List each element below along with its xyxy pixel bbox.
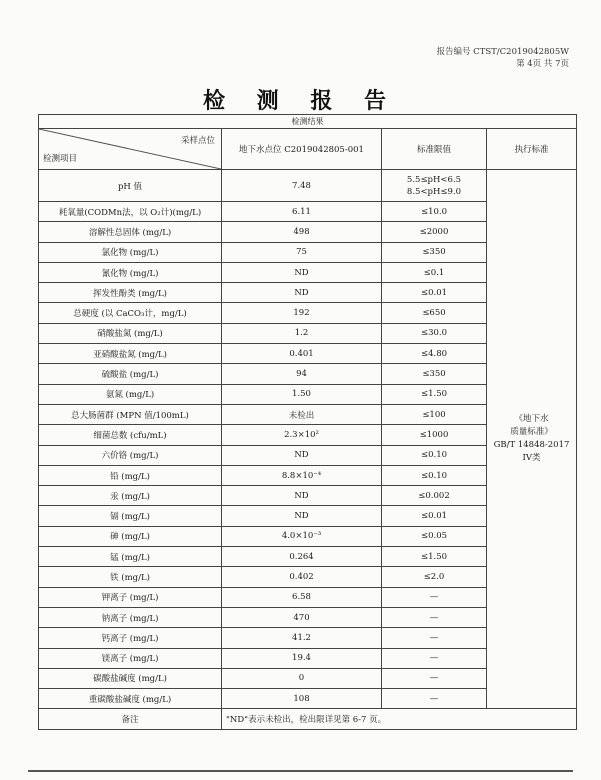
item-name-cell: 挥发性酚类 (mg/L) [39,283,222,303]
limit-value-cell: ≤0.01 [382,506,487,526]
sample-value-cell: 2.3×10² [222,425,382,445]
sample-value-cell: ND [222,283,382,303]
limit-value-cell: — [382,607,487,627]
sample-value-cell: 470 [222,607,382,627]
report-number: 报告编号 CTST/C2019042805W [436,47,569,57]
item-name-cell: 氰化物 (mg/L) [39,262,222,282]
sample-value-cell: 6.58 [222,587,382,607]
item-name-cell: 重碳酸盐碱度 (mg/L) [39,689,222,709]
note-text: "ND"表示未检出，检出限详见第 6-7 页。 [222,709,577,730]
limit-value-cell: — [382,587,487,607]
sample-value-cell: 1.50 [222,384,382,404]
sample-value-cell: 19.4 [222,648,382,668]
sample-value-cell: 未检出 [222,404,382,424]
item-name-cell: 镁离子 (mg/L) [39,648,222,668]
sample-point-label: 采样点位 [180,136,215,146]
item-name-cell: 钠离子 (mg/L) [39,607,222,627]
sample-value-cell: 8.8×10⁻⁴ [222,465,382,485]
sample-value-cell: 192 [222,303,382,323]
item-name-cell: 总大肠菌群 (MPN 值/100mL) [39,404,222,424]
page-title: 检 测 报 告 [203,88,398,114]
exec-standard-line: 质量标准》 [510,427,553,438]
sample-value-cell: 1.2 [222,323,382,343]
item-name-cell: 镉 (mg/L) [39,506,222,526]
item-name-cell: 碳酸盐碱度 (mg/L) [39,668,222,688]
sample-column-header: 地下水点位 C2019042805-001 [222,129,382,170]
limit-value-cell: ≤4.80 [382,344,487,364]
sample-value-cell: 0.264 [222,547,382,567]
header-diagonal-cell [39,129,222,170]
limit-value-cell: ≤1.50 [382,384,487,404]
page-info: 第 4页 共 7页 [516,59,569,69]
sample-value-cell: 75 [222,242,382,262]
limit-value-cell: — [382,668,487,688]
item-name-cell: 汞 (mg/L) [39,486,222,506]
item-name-cell: 钾离子 (mg/L) [39,587,222,607]
limit-value-cell: ≤100 [382,404,487,424]
note-row [39,709,577,730]
sample-value-cell: 0.401 [222,344,382,364]
item-name-cell: 亚硝酸盐氮 (mg/L) [39,344,222,364]
item-name-cell: 六价铬 (mg/L) [39,445,222,465]
limit-value-cell: ≤350 [382,242,487,262]
limit-value-cell: ≤0.10 [382,465,487,485]
item-name-cell: 硝酸盐氮 (mg/L) [39,323,222,343]
item-name-cell: 铁 (mg/L) [39,567,222,587]
sample-value-cell: 108 [222,689,382,709]
sample-value-cell: 0 [222,668,382,688]
limit-value-cell [382,170,487,202]
limit-value-cell: ≤350 [382,364,487,384]
limit-value-cell: ≤2000 [382,222,487,242]
limit-line: 8.5<pH≤9.0 [406,186,462,197]
item-name-cell: 耗氧量(CODMn法，以 O₂计)(mg/L) [39,202,222,222]
sample-value-cell: ND [222,506,382,526]
item-label: 检测项目 [43,154,78,164]
exec-standard-cell [487,170,577,709]
sample-value-cell: 0.402 [222,567,382,587]
report-header-info [436,46,569,70]
sample-value-cell: 7.48 [222,170,382,202]
limit-value-cell: — [382,689,487,709]
exec-standard-line: 《地下水 [514,414,549,425]
sample-value-cell: 41.2 [222,628,382,648]
item-name-cell: 总硬度 (以 CaCO₃计，mg/L) [39,303,222,323]
exec-standard-line: IV类 [522,453,541,464]
limit-value-cell: ≤1000 [382,425,487,445]
sample-value-cell: 6.11 [222,202,382,222]
sample-value-cell: 94 [222,364,382,384]
item-name-cell: 溶解性总固体 (mg/L) [39,222,222,242]
note-label: 备注 [39,709,222,730]
limit-value-cell: ≤650 [382,303,487,323]
page-bottom-rule [28,770,573,772]
limit-value-cell: — [382,648,487,668]
limit-value-cell: ≤2.0 [382,567,487,587]
limit-value-cell: ≤1.50 [382,547,487,567]
sample-value-cell: ND [222,486,382,506]
limit-value-cell: ≤10.0 [382,202,487,222]
item-name-cell: 锰 (mg/L) [39,547,222,567]
limit-value-cell: ≤0.1 [382,262,487,282]
limit-value-cell: ≤30.0 [382,323,487,343]
results-table [38,114,577,730]
sample-value-cell: 4.0×10⁻³ [222,526,382,546]
sample-value-cell: ND [222,445,382,465]
limit-line: 5.5≤pH<6.5 [406,174,462,185]
item-name-cell: pH 值 [39,170,222,202]
limit-value-cell: ≤0.10 [382,445,487,465]
item-name-cell: 钙离子 (mg/L) [39,628,222,648]
item-name-cell: 铅 (mg/L) [39,465,222,485]
sample-value-cell: ND [222,262,382,282]
item-name-cell: 砷 (mg/L) [39,526,222,546]
exec-standard-line: GB/T 14848-2017 [493,440,570,451]
table-row [39,170,577,202]
item-name-cell: 氨氮 (mg/L) [39,384,222,404]
limit-value-cell: ≤0.002 [382,486,487,506]
item-name-cell: 氯化物 (mg/L) [39,242,222,262]
limit-value-cell: ≤0.05 [382,526,487,546]
limit-value-cell: — [382,628,487,648]
section-title: 检测结果 [39,115,577,129]
item-name-cell: 硫酸盐 (mg/L) [39,364,222,384]
limit-value-cell: ≤0.01 [382,283,487,303]
item-name-cell: 细菌总数 (cfu/mL) [39,425,222,445]
sample-value-cell: 498 [222,222,382,242]
exec-column-header: 执行标准 [487,129,577,170]
limit-column-header: 标准限值 [382,129,487,170]
